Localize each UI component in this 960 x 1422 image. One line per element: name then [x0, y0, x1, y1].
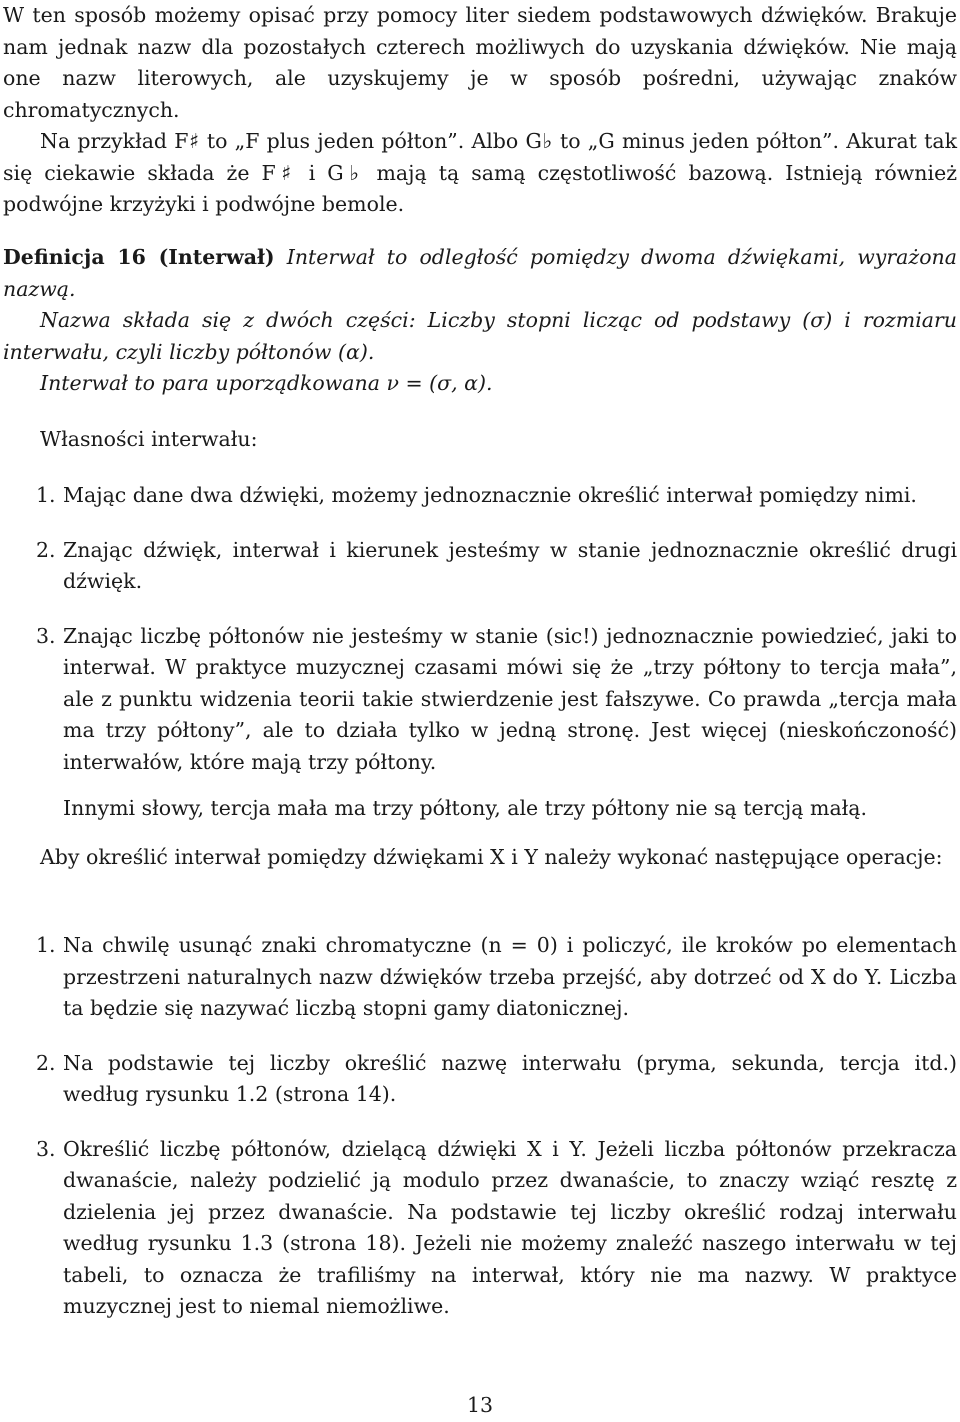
page-number: 13 — [466, 1393, 494, 1417]
definition-text-1: Interwał to odległość pomiędzy dwoma dźwiękami, wyrażona nazwą. — [3, 245, 957, 301]
list-item-number: 3. — [36, 623, 56, 648]
list-item-number: 1. — [36, 483, 56, 507]
list-item-number: 3. — [36, 1136, 56, 1161]
definition-text-2: Nazwa składa się z dwóch części: Liczby stopni licząc od podstawy (σ) i rozmiaru interwału, czyli liczby półtonów (α). — [3, 308, 957, 364]
list-item — [3, 621, 957, 825]
definition-label: Definicja 16 (Interwał) — [3, 245, 275, 269]
definition-paragraph-1 — [3, 242, 957, 305]
intro-paragraph-2: Na przykład F♯ to „F plus jeden półton”. Albo G♭ to „G minus jeden półton”. Akurat tak się ciekawie składa że F♯ i G♭ mają tą samą częstotliwość bazową. Istnieją również podwójne krzyżyki i podwójne bemole. — [3, 129, 957, 216]
definition-text-3: Interwał to para uporządkowana ν = (σ, α). — [40, 371, 493, 395]
operations-intro: Aby określić interwał pomiędzy dźwiękami X i Y należy wykonać następujące operacje: — [40, 845, 943, 869]
properties-heading: Własności interwału: — [40, 427, 258, 451]
list-item-text: Na chwilę usunąć znaki chromatyczne (n = 0) i policzyć, ile kroków po elementach przestrzeni naturalnych nazw dźwięków trzeba przejść, aby dotrzeć od X do Y. Liczba ta będzie się nazywać liczbą stopni gamy diatonicznej. — [63, 933, 957, 1020]
list-item-text: Określić liczbę półtonów, dzielącą dźwięki X i Y. Jeżeli liczba półtonów przekracza dwanaście, należy podzielić ją modulo przez dwanaście, to znaczy wziąć resztę z dzielenia jej przez dwanaście. Na podstawie tej liczby określić rodzaj interwału według rysunku 1.3 (strona 18). Jeżeli nie możemy znaleźć naszego interwału w tej tabeli, to oznacza że trafiliśmy na interwał, który nie ma nazwy. W praktyce muzycznej jest to niemal niemożliwe. — [63, 1136, 957, 1318]
list-item-text: Mając dane dwa dźwięki, możemy jednoznacznie określić interwał pomiędzy nimi. — [63, 483, 917, 507]
operations-intro-block — [3, 842, 957, 874]
definition-block — [3, 242, 957, 400]
list-item — [3, 480, 957, 512]
list-item — [3, 930, 957, 1025]
list-item-number: 2. — [36, 537, 56, 562]
list-item — [3, 1048, 957, 1111]
list-item — [3, 535, 957, 598]
list-item-number: 1. — [36, 933, 56, 957]
list-item-text: Na podstawie tej liczby określić nazwę interwału (pryma, sekunda, tercja itd.) według rysunku 1.2 (strona 14). — [63, 1050, 957, 1106]
list-item — [3, 1134, 957, 1323]
intro-section — [3, 0, 957, 221]
operations-list — [3, 930, 957, 1323]
properties-list — [3, 480, 957, 825]
list-item-text: Znając liczbę półtonów nie jesteśmy w stanie (sic!) jednoznacznie powiedzieć, jaki to interwał. W praktyce muzycznej czasami mówi się że „trzy półtony to tercja mała”, ale z punktu widzenia teorii takie stwierdzenie jest fałszywe. Co prawda „tercja mała ma trzy półtony”, ale to działa tylko w jedną stronę. Jest więcej (nieskończoność) interwałów, które mają trzy półtony. — [63, 623, 957, 774]
intro-paragraph-1: W ten sposób możemy opisać przy pomocy liter siedem podstawowych dźwięków. Brakuje nam jednak nazw dla pozostałych czterech możliwych do uzyskania dźwięków. Nie mają one nazw literowych, ale uzyskujemy je w sposób pośredni, używając znaków chromatycznych. — [3, 3, 957, 122]
properties-heading-block — [3, 424, 957, 456]
list-item-text: Znając dźwięk, interwał i kierunek jesteśmy w stanie jednoznacznie określić drugi dźwięk. — [63, 537, 957, 593]
list-item-number: 2. — [36, 1050, 56, 1075]
list-item-extra: Innymi słowy, tercja mała ma trzy półtony, ale trzy półtony nie są tercją małą. — [63, 796, 868, 820]
